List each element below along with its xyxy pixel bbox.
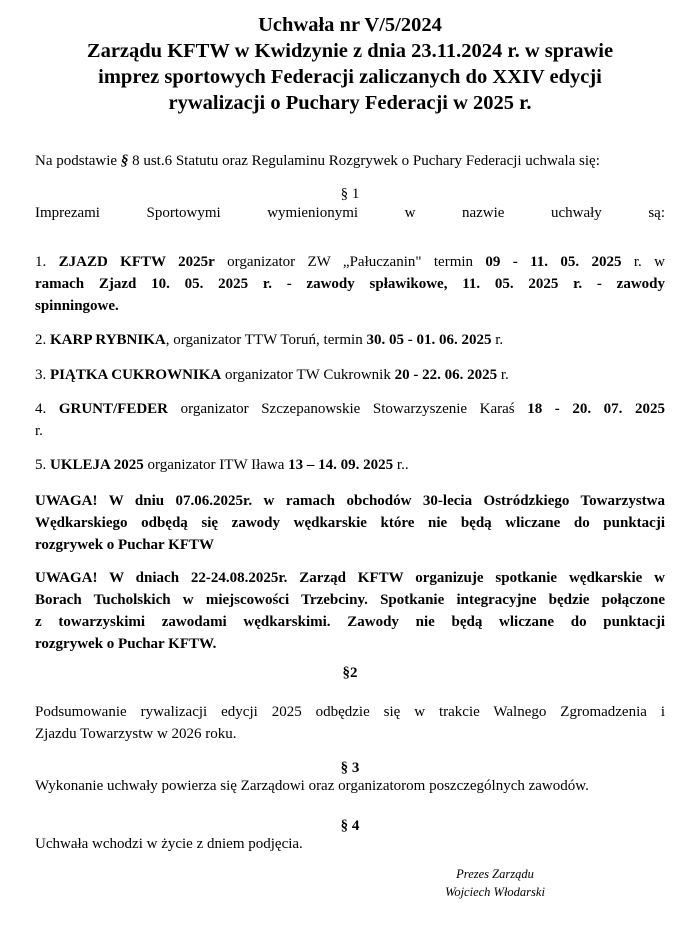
event-3: 3. PIĄTKA CUKROWNIKA organizator TW Cukrownik 20 - 22. 06. 2025 r. [35,367,509,383]
event-name: GRUNT/FEDER [58,401,169,417]
event-date: 13 – 14. 09. 2025 [288,457,394,473]
section-1-intro: Imprezami Sportowymi wymienionymi w nazwie uchwały są: [35,205,665,221]
event-name: KARP RYBNIKA [50,332,166,348]
event-name: PIĄTKA CUKROWNIKA [50,367,222,383]
title-line-1: Uchwała nr V/5/2024 [258,14,442,36]
section-3-text: Wykonanie uchwały powierza się Zarządowi oraz organizatorom poszczególnych zawodów. [35,778,589,794]
notice-2: UWAGA! W dniach 22-24.08.2025r. Zarząd KFTW organizuje spotkanie wędkarskie w Borach Tucholskich w miejscowości Trzebciny. Spotkanie integracyjne będzie połączone z towarzyskimi zawodami wędkarskimi. Zawody nie będą wliczane do punktacji rozgrywek o Puchar KFTW. [35,570,665,652]
section-4-text: Uchwała wchodzi w życie z dniem podjęcia. [35,836,303,852]
intro-paragraph: Na podstawie § 8 ust.6 Statutu oraz Regulaminu Rozgrywek o Puchary Federacji uchwala się: [35,153,600,169]
signature-role: Prezes Zarządu [456,867,534,881]
title-line-2: Zarządu KFTW w Kwidzynie z dnia 23.11.2024 r. w sprawie [86,40,614,62]
event-date: 18 - 20. 07. 2025 [527,401,666,417]
event-1: 1. ZJAZD KFTW 2025r organizator ZW „Pałuczanin" termin 09 - 11. 05. 2025 r. w ramach Zjazd 10. 05. 2025 r. - zawody spławikowe, 11. 05. 2025 r. - zawody spinningowe. [35,254,665,314]
title-line-3: imprez sportowych Federacji zaliczanych do XXIV edycji [98,66,602,88]
notice-1: UWAGA! W dniu 07.06.2025r. w ramach obchodów 30-lecia Ostródzkiego Towarzystwa Wędkarskiego odbędą się zawody wędkarskie które nie będą wliczane do punktacji rozgrywek o Puchar KFTW [35,493,665,553]
section-2-text: Podsumowanie rywalizacji edycji 2025 odbędzie się w trakcie Walnego Zgromadzenia i Zjazdu Towarzystw w 2026 roku. [35,704,665,742]
title-line-4: rywalizacji o Puchary Federacji w 2025 r. [168,92,532,114]
section-1-heading: § 1 [340,186,360,202]
event-name: ZJAZD KFTW 2025r [58,254,215,270]
event-date: 20 - 22. 06. 2025 [394,367,498,383]
event-5: 5. UKLEJA 2025 organizator ITW Iława 13 – 14. 09. 2025 r.. [35,457,409,473]
event-name: UKLEJA 2025 [50,457,144,473]
section-sign: § [120,153,129,169]
event-date: 09 - 11. 05. 2025 [485,254,622,270]
signature-name: Wojciech Włodarski [445,885,545,899]
event-4: 4. GRUNT/FEDER organizator Szczepanowskie Stowarzyszenie Karaś 18 - 20. 07. 2025 r. [35,401,666,439]
signature-block [440,865,550,901]
event-2: 2. KARP RYBNIKA, organizator TTW Toruń, termin 30. 05 - 01. 06. 2025 r. [35,332,504,348]
section-3-heading: § 3 [340,760,360,776]
section-2-heading: §2 [342,665,358,681]
document-title [0,12,700,116]
event-date: 30. 05 - 01. 06. 2025 [366,332,492,348]
section-4-heading: § 4 [340,818,360,834]
